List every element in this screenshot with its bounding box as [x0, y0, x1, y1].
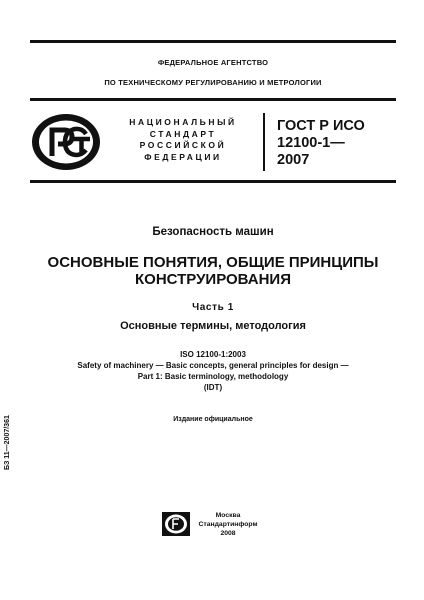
- designation-rule: [30, 180, 396, 183]
- gost-r-logo-icon: [30, 112, 102, 172]
- standard-type-line-2: СТАНДАРТ: [149, 128, 217, 139]
- edition-label: Издание официальное: [173, 416, 253, 423]
- standard-type-line-3: РОССИЙСКОЙ: [139, 140, 227, 150]
- publisher-city: Москва: [215, 512, 241, 519]
- english-title-line-2: Part 1: Basic terminology, methodology: [137, 372, 289, 381]
- standard-designation: [277, 118, 365, 169]
- publisher-block: [196, 511, 260, 538]
- designation-line-2: 12100-1—: [277, 135, 345, 151]
- part-number: Часть 1: [192, 302, 234, 313]
- standard-type: [118, 117, 248, 163]
- iso-reference: ISO 12100-1:2003: [180, 350, 246, 359]
- idt-marker: (IDT): [203, 383, 223, 392]
- standartinform-logo-icon: [162, 512, 190, 536]
- main-title-line-2: КОНСТРУИРОВАНИЯ: [135, 271, 291, 288]
- main-title-line-1: ОСНОВНЫЕ ПОНЯТИЯ, ОБЩИЕ ПРИНЦИПЫ: [47, 254, 379, 271]
- designation-separator: [263, 113, 265, 171]
- topic-title: Безопасность машин: [152, 226, 274, 238]
- side-code: БЗ 11—2007/361: [4, 415, 11, 470]
- top-rule: [30, 40, 396, 43]
- publisher-name: Стандартинформ: [198, 521, 258, 528]
- publisher-year: 2008: [220, 530, 236, 537]
- standard-type-line-4: ФЕДЕРАЦИИ: [144, 151, 222, 162]
- standard-type-line-1: НАЦИОНАЛЬНЫЙ: [129, 117, 237, 127]
- designation-line-1: ГОСТ Р ИСО: [277, 118, 365, 134]
- part-title: Основные термины, методология: [120, 320, 306, 332]
- header-rule: [30, 98, 396, 101]
- english-title-line-1: Safety of machinery — Basic concepts, general principles for design —: [77, 361, 349, 370]
- agency-line-1: ФЕДЕРАЛЬНОЕ АГЕНТСТВО: [157, 58, 269, 67]
- agency-line-2: ПО ТЕХНИЧЕСКОМУ РЕГУЛИРОВАНИЮ И МЕТРОЛОГИИ: [104, 78, 322, 87]
- designation-line-3: 2007: [277, 152, 310, 168]
